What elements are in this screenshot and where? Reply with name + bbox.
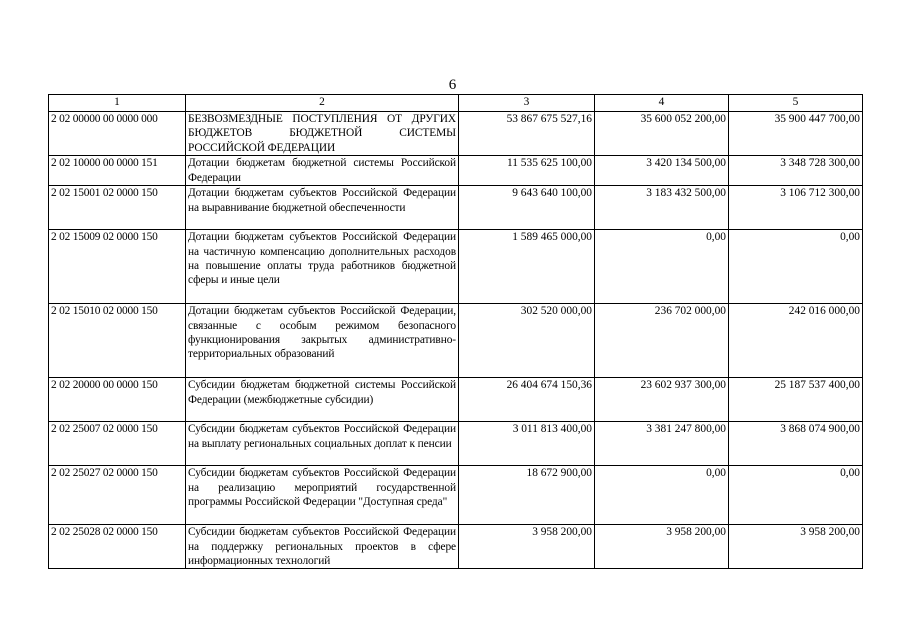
header-row <box>49 95 863 112</box>
item-name: Дотации бюджетам субъектов Российской Федерации на выравнивание бюджетной обеспеченности <box>186 186 459 230</box>
header-col-5: 5 <box>729 95 863 112</box>
budget-code: 2 02 10000 00 0000 151 <box>49 156 186 186</box>
budget-table <box>48 94 863 569</box>
amount-col-4: 3 958 200,00 <box>595 525 729 569</box>
table-row <box>49 230 863 304</box>
amount-col-4: 35 600 052 200,00 <box>595 112 729 156</box>
amount-col-5: 3 106 712 300,00 <box>729 186 863 230</box>
amount-col-5: 0,00 <box>729 230 863 304</box>
amount-col-5: 25 187 537 400,00 <box>729 378 863 422</box>
amount-col-5: 3 958 200,00 <box>729 525 863 569</box>
amount-col-5: 242 016 000,00 <box>729 304 863 378</box>
amount-col-3: 302 520 000,00 <box>459 304 595 378</box>
amount-col-4: 3 381 247 800,00 <box>595 422 729 466</box>
header-col-4: 4 <box>595 95 729 112</box>
amount-col-4: 236 702 000,00 <box>595 304 729 378</box>
item-name: Субсидии бюджетам субъектов Российской Федерации на выплату региональных социальных доплат к пенсии <box>186 422 459 466</box>
item-name: Дотации бюджетам бюджетной системы Российской Федерации <box>186 156 459 186</box>
amount-col-3: 3 958 200,00 <box>459 525 595 569</box>
amount-col-4: 0,00 <box>595 230 729 304</box>
page-number: 6 <box>448 77 457 93</box>
amount-col-3: 9 643 640 100,00 <box>459 186 595 230</box>
table-row <box>49 112 863 156</box>
item-name: Субсидии бюджетам субъектов Российской Федерации на поддержку региональных проектов в сфере информационных технологий <box>186 525 459 569</box>
item-name: Дотации бюджетам субъектов Российской Федерации, связанные с особым режимом безопасного функционирования закрытых административно-территориальных образований <box>186 304 459 378</box>
budget-code: 2 02 20000 00 0000 150 <box>49 378 186 422</box>
item-name: Субсидии бюджетам субъектов Российской Федерации на реализацию мероприятий государственной программы Российской Федерации "Доступная среда" <box>186 466 459 525</box>
amount-col-3: 1 589 465 000,00 <box>459 230 595 304</box>
amount-col-3: 3 011 813 400,00 <box>459 422 595 466</box>
header-col-1: 1 <box>49 95 186 112</box>
item-name: Дотации бюджетам субъектов Российской Федерации на частичную компенсацию дополнительных расходов на повышение оплаты труда работников бюджетной сферы и иные цели <box>186 230 459 304</box>
amount-col-5: 0,00 <box>729 466 863 525</box>
amount-col-4: 3 183 432 500,00 <box>595 186 729 230</box>
budget-code: 2 02 25027 02 0000 150 <box>49 466 186 525</box>
item-name: Субсидии бюджетам бюджетной системы Российской Федерации (межбюджетные субсидии) <box>186 378 459 422</box>
table-row <box>49 466 863 525</box>
budget-code: 2 02 25007 02 0000 150 <box>49 422 186 466</box>
amount-col-3: 53 867 675 527,16 <box>459 112 595 156</box>
budget-code: 2 02 15010 02 0000 150 <box>49 304 186 378</box>
header-col-3: 3 <box>459 95 595 112</box>
table-row <box>49 304 863 378</box>
amount-col-3: 26 404 674 150,36 <box>459 378 595 422</box>
amount-col-3: 11 535 625 100,00 <box>459 156 595 186</box>
table-row <box>49 186 863 230</box>
amount-col-5: 3 868 074 900,00 <box>729 422 863 466</box>
budget-code: 2 02 25028 02 0000 150 <box>49 525 186 569</box>
amount-col-3: 18 672 900,00 <box>459 466 595 525</box>
budget-code: 2 02 15001 02 0000 150 <box>49 186 186 230</box>
budget-code: 2 02 00000 00 0000 000 <box>49 112 186 156</box>
table-row <box>49 422 863 466</box>
amount-col-5: 3 348 728 300,00 <box>729 156 863 186</box>
table-row <box>49 525 863 569</box>
amount-col-4: 0,00 <box>595 466 729 525</box>
amount-col-4: 3 420 134 500,00 <box>595 156 729 186</box>
amount-col-5: 35 900 447 700,00 <box>729 112 863 156</box>
amount-col-4: 23 602 937 300,00 <box>595 378 729 422</box>
table-row <box>49 378 863 422</box>
item-name: БЕЗВОЗМЕЗДНЫЕ ПОСТУПЛЕНИЯ ОТ ДРУГИХ БЮДЖЕТОВ БЮДЖЕТНОЙ СИСТЕМЫ РОССИЙСКОЙ ФЕДЕРАЦИИ <box>186 112 459 156</box>
budget-code: 2 02 15009 02 0000 150 <box>49 230 186 304</box>
header-col-2: 2 <box>186 95 459 112</box>
table-row <box>49 156 863 186</box>
